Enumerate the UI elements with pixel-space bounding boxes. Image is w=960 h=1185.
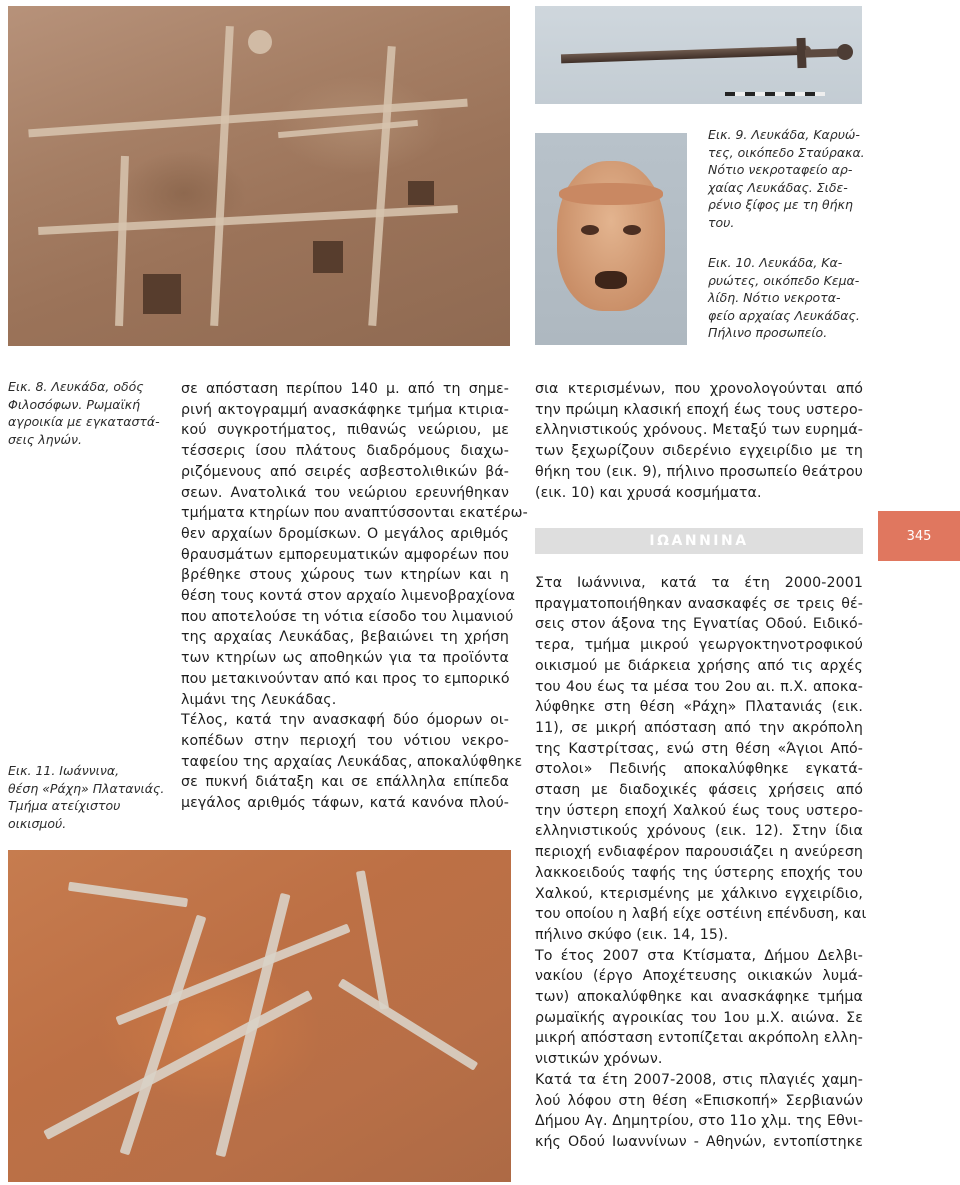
text-line: Δήμου Αγ. Δημητρίου, στο 11ο χλμ. της Εθνι- <box>535 1113 863 1130</box>
text-line: 11), σε μικρή απόσταση από την ακρόπολη <box>535 719 863 736</box>
page-number-tab <box>878 511 960 561</box>
text-line: σταση με διαδοχικές φάσεις χρήσεις από <box>535 782 863 799</box>
text-line: ριζόμενους από σειρές ασβεστολιθικών βά- <box>181 463 509 480</box>
text-line: σε απόσταση περίπου 140 μ. από τη σημε- <box>181 381 509 397</box>
text-line: του οποίου η λαβή είχε οστέινη επένδυση, και <box>535 906 867 923</box>
section-heading: ΙΩΑΝΝΙΝΑ <box>649 533 749 549</box>
text-line: πραγματοποιήθηκαν ανασκαφές σε τρεις θέ- <box>535 595 863 612</box>
text-line: Το έτος 2007 στα Κτίσματα, Δήμου Δελβι- <box>535 947 863 964</box>
text-line: λού λόφου στη θέση «Επισκοπή» Σερβιανών <box>535 1092 863 1109</box>
text-line: θεν αρχαίων δρομίσκων. Ο μεγάλος αριθμός <box>181 525 509 542</box>
text-line: ελληνιστικούς χρόνους. Μεταξύ των ευρημά- <box>535 422 863 439</box>
text-line: σεων. Ανατολικά του νεώριου ερευνήθηκαν <box>181 484 509 501</box>
text-line: (εικ. 10) και χρυσά κοσμήματα. <box>535 484 762 501</box>
roman-farmhouse-photo <box>8 6 510 346</box>
text-line: ρωμαϊκής αγροικίας του 1ου μ.Χ. αιώνα. Σε <box>535 1009 863 1026</box>
text-line: λιμάνι της Λευκάδας. <box>181 691 337 708</box>
text-line: μικρή απόσταση εντοπίζεται ακρόπολη ελλη- <box>535 1030 863 1047</box>
text-line: στολοι» Πεδινής αποκαλύφθηκε εγκατά- <box>535 761 863 778</box>
figure-11-caption: Εικ. 11. Ιωάννινα, θέση «Ράχη» Πλατανιάς. Τμήμα ατείχιστου οικισμού. <box>8 763 165 831</box>
figure-8-caption: Εικ. 8. Λευκάδα, οδός Φιλοσόφων. Ρωμαϊκή αγροικία με εγκαταστά- σεις ληνών. <box>8 379 160 447</box>
text-line: σια κτερισμένων, που χρονολογούνται από <box>535 381 863 397</box>
text-line: οικισμού με διάρκεια χρήσης από τις αρχές <box>535 657 863 674</box>
text-line: βρέθηκε στους χώρους των κτηρίων και η <box>181 567 509 584</box>
text-line: μεγάλος αριθμός τάφων, κατά κανόνα πλού- <box>181 795 509 812</box>
text-line: θραυσμάτων εμπορευματικών αμφορέων που <box>181 546 509 563</box>
text-line: που αποτελούσε τη νότια είσοδο του λιμανιού <box>181 608 514 625</box>
text-line: των ξεχωρίζουν σιδερένιο εγχειρίδιο με τη <box>535 443 863 460</box>
text-line: ελληνιστικούς χρόνους (εικ. 12). Στην ίδια <box>535 823 863 840</box>
text-line: του 4ου έως τα μέσα του 2ου αι. π.Χ. αποκα- <box>535 678 863 695</box>
text-line: θέση τους κοντά στον αρχαίο λιμενοβραχίονα <box>181 588 516 605</box>
settlement-excavation-photo <box>8 850 511 1182</box>
text-line: θήκη του (εικ. 9), πήλινο προσωπείο θεάτρου <box>535 463 863 480</box>
text-line: κού συγκροτήματος, πιθανώς νεώριου, με <box>181 422 509 439</box>
body-text-middle-column <box>181 379 528 814</box>
text-line: Στα Ιωάννινα, κατά τα έτη 2000-2001 <box>535 575 863 591</box>
text-line: κοπέδων στην περιοχή του νότιου νεκρο- <box>181 732 509 749</box>
text-line: των κτηρίων ως αποθηκών για τα προϊόντα <box>181 650 509 667</box>
body-text-right-column-top <box>535 379 863 503</box>
text-line: νακίου (έργο Αποχέτευσης οικιακών λυμά- <box>535 968 863 985</box>
text-line: ρινή ακτογραμμή ανασκάφηκε τμήμα κτιρια- <box>181 401 509 418</box>
text-line: των) αποκαλύφθηκε και ανασκάφηκε τμήμα <box>535 989 863 1006</box>
text-line: Κατά τα έτη 2007-2008, στις πλαγιές χαμη- <box>535 1071 863 1088</box>
body-text-right-column-bottom <box>535 573 867 1153</box>
text-line: την πρώιμη κλασική εποχή έως τους υστερο- <box>535 401 863 418</box>
text-line: τέσσερις ίσου πλάτους διαδρόμους διαχω- <box>181 443 509 460</box>
scale-bar <box>725 92 825 96</box>
clay-mask-photo <box>535 133 687 345</box>
text-line: την ύστερη εποχή Χαλκού έως τους υστερο- <box>535 802 863 819</box>
text-line: της Καστρίτσας, ενώ στη θέση «Άγιοι Από- <box>535 740 863 757</box>
text-line: πήλινο σκύφο (εικ. 14, 15). <box>535 926 729 943</box>
text-line: Χαλκού, κτερισμένης με χάλκινο εγχειρίδιο, <box>535 885 863 902</box>
text-line: σε πυκνή διάταξη και σε επάλληλα επίπεδα <box>181 774 509 791</box>
text-line: λακκοειδούς ταφής της ύστερης εποχής του <box>535 864 863 881</box>
text-line: νιστικών χρόνων. <box>535 1051 663 1068</box>
text-line: της αρχαίας Λευκάδας, βεβαιώνει τη χρήση <box>181 629 509 646</box>
page-number: 345 <box>906 528 932 544</box>
text-line: σεις στον άξονα της Εγνατίας Οδού. Ειδικό- <box>535 616 863 633</box>
text-line: Τέλος, κατά την ανασκαφή δύο όμορων οι- <box>181 712 509 729</box>
text-line: ταφείου της αρχαίας Λευκάδας, αποκαλύφθηκε <box>181 753 523 770</box>
text-line: περιοχή ενδιαφέρον παρουσιάζει η ανεύρεση <box>535 844 863 861</box>
text-line: που μετακινούνταν από και προς το εμπορικό <box>181 670 510 687</box>
text-line: τερα, τμήμα μικρού γεωργοκτηνοτροφικού <box>535 637 863 654</box>
section-heading-bar <box>535 528 863 554</box>
iron-sword-photo <box>535 6 862 104</box>
text-line: λύφθηκε στη θέση «Ράχη» Πλατανιάς (εικ. <box>535 699 863 716</box>
figure-10-caption: Εικ. 10. Λευκάδα, Κα- ρυώτες, οικόπεδο Κεμα- λίδη. Νότιο νεκροτα- φείο αρχαίας Λευκάδας. Πήλινο προσωπείο. <box>708 255 860 340</box>
text-line: τμήματα κτηρίων που αναπτύσσονται εκατέρω- <box>181 505 528 522</box>
figure-9-caption: Εικ. 9. Λευκάδα, Καρυώ- τες, οικόπεδο Σταύρακα. Νότιο νεκροταφείο αρ- χαίας Λευκάδας. Σιδε- ρένιο ξίφος με τη θήκη του. <box>708 127 865 230</box>
text-line: κής Οδού Ιωαννίνων - Αθηνών, εντοπίστηκε <box>535 1133 863 1150</box>
